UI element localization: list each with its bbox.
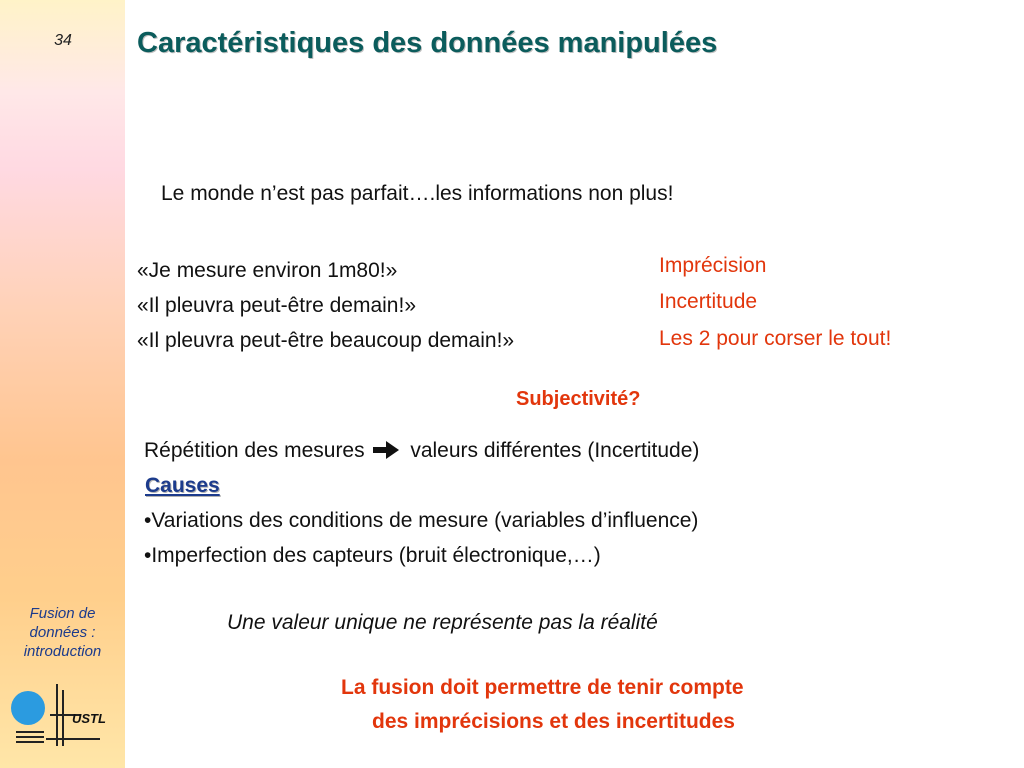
- conclusion-line-2: des imprécisions et des incertitudes: [372, 710, 735, 733]
- quote-line: «Je mesure environ 1m80!»: [137, 259, 398, 282]
- logo-text: USTL: [72, 711, 106, 726]
- slide-title: Caractéristiques des données manipulées: [137, 27, 718, 59]
- right-arrow-icon: [372, 441, 400, 459]
- footer-line: Fusion de: [29, 605, 96, 622]
- repetition-line: [144, 439, 699, 463]
- cause-item: •Imperfection des capteurs (bruit électronique,…): [144, 544, 601, 567]
- intro-text: Le monde n’est pas parfait….les informations non plus!: [161, 182, 674, 205]
- slide-number: 34: [54, 32, 72, 49]
- sidebar: [0, 0, 125, 768]
- footer-line: introduction: [23, 643, 102, 660]
- subjectivity-heading: Subjectivité?: [516, 388, 641, 410]
- ustl-logo-icon: [10, 684, 120, 748]
- quote-line: «Il pleuvra peut-être beaucoup demain!»: [137, 329, 515, 352]
- cause-item: •Variations des conditions de mesure (variables d’influence): [144, 509, 699, 532]
- repetition-end: valeurs différentes (Incertitude): [410, 439, 700, 462]
- sidebar-footer: [0, 604, 125, 661]
- footer-line: données :: [29, 624, 96, 641]
- label-both: Les 2 pour corser le tout!: [659, 327, 892, 350]
- conclusion-line-1: La fusion doit permettre de tenir compte: [341, 676, 744, 699]
- quote-line: «Il pleuvra peut-être demain!»: [137, 294, 416, 317]
- label-uncertainty: Incertitude: [659, 290, 758, 313]
- repetition-start: Répétition des mesures: [144, 439, 365, 462]
- unique-value-statement: Une valeur unique ne représente pas la réalité: [227, 611, 658, 634]
- ustl-logo: [10, 684, 120, 748]
- label-imprecision: Imprécision: [659, 254, 767, 277]
- causes-heading: Causes: [145, 474, 220, 497]
